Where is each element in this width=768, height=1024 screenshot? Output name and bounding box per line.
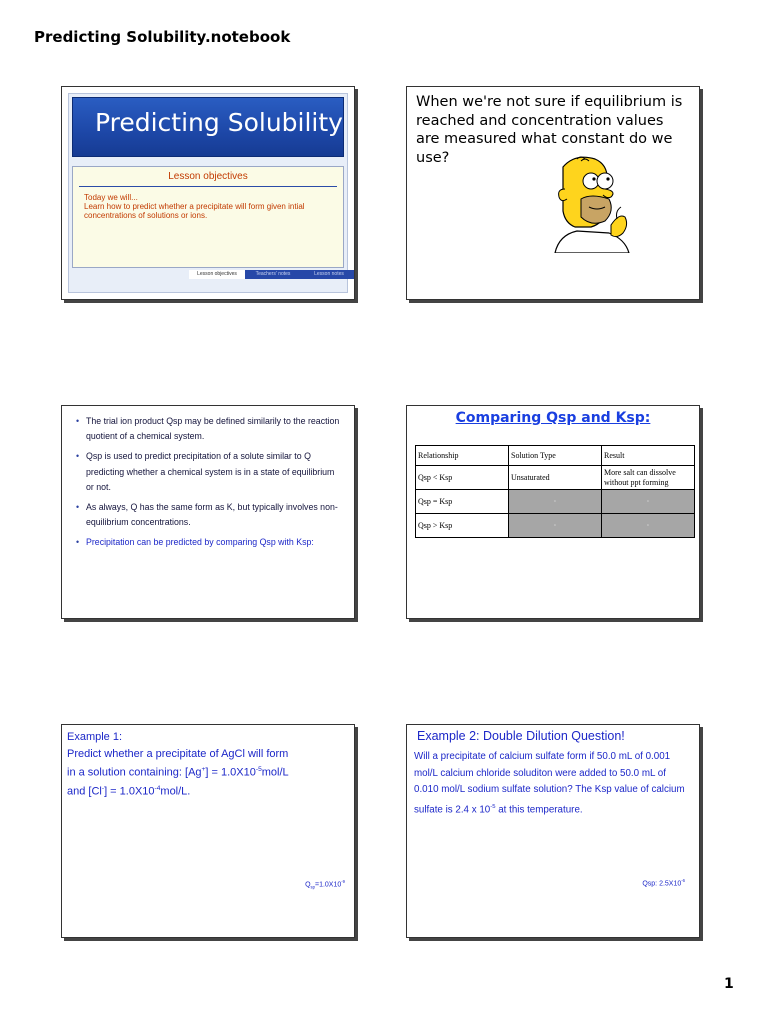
slide1-banner-title: Predicting Solubility <box>72 97 344 157</box>
qsp-ksp-table <box>415 445 695 538</box>
bullet-item: • The trial ion product Qsp may be defined similarily to the reaction quotient of a chemical system. <box>86 414 344 444</box>
slide-trial-ion-product <box>61 405 355 619</box>
bullet-item: • Precipitation can be predicted by comparing Qsp with Ksp: <box>86 535 344 550</box>
objectives-text: Learn how to predict whether a precipitate will form given intial concentrations of solutions or ions. <box>84 202 305 220</box>
qsp-bullet-list <box>72 414 344 556</box>
slide-predicting-solubility <box>61 86 355 300</box>
equilibrium-question-text: When we're not sure if equilibrium is reached and concentration values are measured what constant do we use? <box>416 94 683 166</box>
lesson-objectives-title: Lesson objectives <box>79 171 337 187</box>
hidden-answer-cell[interactable]: ▫ <box>602 514 695 538</box>
header-solution-type: Solution Type <box>509 446 602 466</box>
slide-equilibrium-question <box>406 86 700 300</box>
hidden-answer-cell[interactable]: ▫ <box>509 514 602 538</box>
tab-teachers-notes[interactable]: Teachers' notes <box>245 270 301 279</box>
hidden-answer-cell[interactable]: ▫ <box>602 490 695 514</box>
example2-title: Example 2: Double Dilution Question! <box>417 729 625 743</box>
homer-thinking-icon <box>525 153 635 253</box>
table-header-row <box>416 446 695 466</box>
slide-example-2 <box>406 724 700 938</box>
header-relationship: Relationship <box>416 446 509 466</box>
example1-heading: Example 1: <box>67 731 123 743</box>
bullet-item: • As always, Q has the same form as K, but typically involves non-equilibrium concentrations. <box>86 500 344 530</box>
table-cell: Qsp = Ksp <box>416 490 509 514</box>
table-row <box>416 514 695 538</box>
tab-lesson-notes[interactable]: Lesson notes <box>301 270 355 279</box>
table-row <box>416 490 695 514</box>
tab-lesson-objectives[interactable]: Lesson objectives <box>189 270 245 279</box>
bullet-item: • Qsp is used to predict precipitation of a solute similar to Q predicting whether a chemical system is in a state of equilibrium or not. <box>86 449 344 495</box>
objectives-intro: Today we will... <box>84 193 138 202</box>
example1-line: and $[Cl^-] = 1.0X10^{-4}mol/L$. <box>67 785 191 798</box>
example1-answer: $Q_{sp}=1.0X10^{-9}$ <box>305 879 345 890</box>
header-result: Result <box>602 446 695 466</box>
lesson-objectives-body <box>84 193 343 220</box>
document-title: Predicting Solubility.notebook <box>34 28 291 46</box>
table-cell: Qsp > Ksp <box>416 514 509 538</box>
table-cell: More salt can dissolve without ppt forming <box>602 466 695 490</box>
page-number: 1 <box>724 976 734 992</box>
example2-answer: Qsp: $2.5X10^{-6}$ <box>642 878 685 888</box>
example1-text <box>67 729 350 800</box>
slide1-background <box>68 93 348 293</box>
example1-line: Predict whether a precipitate of AgCl will form <box>67 747 289 760</box>
comparing-title: Comparing Qsp and Ksp: <box>455 410 651 426</box>
example1-line: in a solution containing: $[Ag^+] = 1.0X10^{-5}mol/L$ <box>67 766 289 779</box>
table-row <box>416 466 695 490</box>
hidden-answer-cell[interactable]: ▫ <box>509 490 602 514</box>
lesson-objectives-box <box>72 166 344 268</box>
slide1-tabs <box>189 270 355 279</box>
example2-body: Will a precipitate of calcium sulfate form if 50.0 mL of 0.001 mol/L calcium chloride soluditon were added to 50.0 mL of 0.010 mol/L sodium sulfate solution? The Ksp value of calcium sulfate is 2.4 x $10^{-5}$ at this temperature. <box>414 751 685 815</box>
slide-comparing-qsp-ksp <box>406 405 700 619</box>
table-cell: Unsaturated <box>509 466 602 490</box>
slide-example-1 <box>61 724 355 938</box>
table-cell: Qsp < Ksp <box>416 466 509 490</box>
